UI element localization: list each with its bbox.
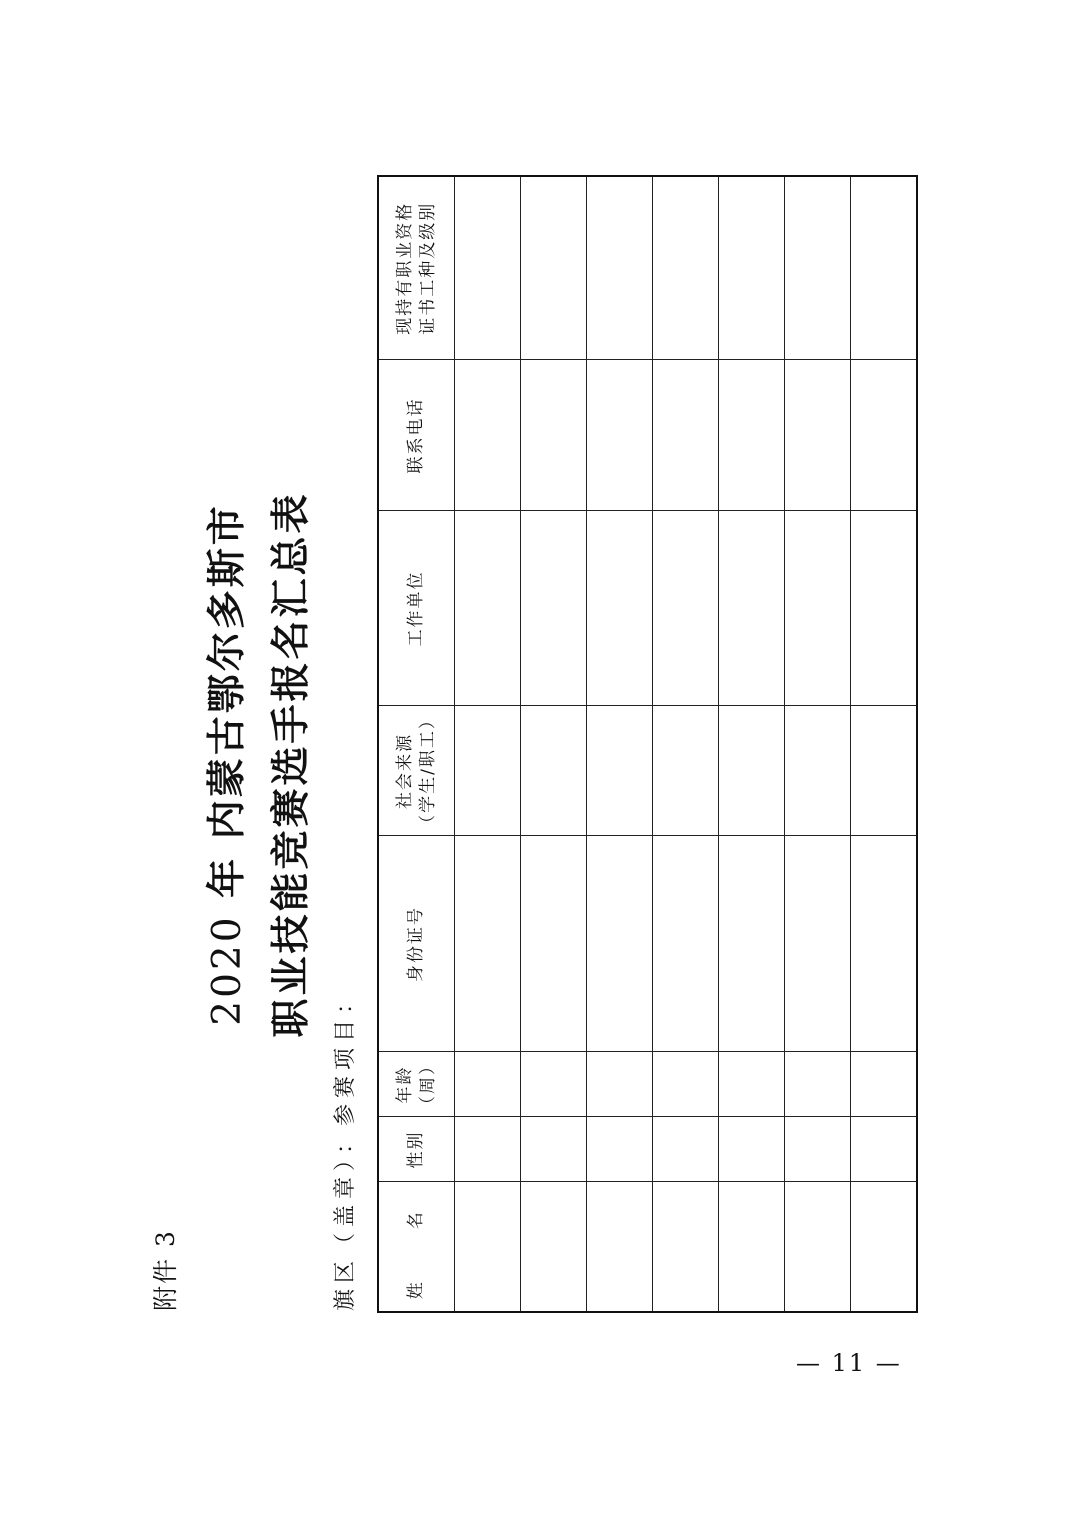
- table-row: [785, 176, 851, 1312]
- table-cell[interactable]: [851, 1182, 918, 1312]
- table-cell[interactable]: [653, 360, 719, 511]
- table-row: [521, 176, 587, 1312]
- table-cell[interactable]: [587, 360, 653, 511]
- header-phone: [378, 360, 455, 511]
- table-cell[interactable]: [719, 836, 785, 1052]
- table-cell[interactable]: [587, 1117, 653, 1182]
- table-cell[interactable]: [719, 176, 785, 360]
- table-row: [653, 176, 719, 1312]
- header-employer: [378, 511, 455, 706]
- table-cell[interactable]: [455, 176, 521, 360]
- table-cell[interactable]: [587, 1052, 653, 1117]
- table-cell[interactable]: [785, 176, 851, 360]
- attachment-label: 附件 3: [151, 1229, 180, 1311]
- title-line-1-text: 年 内蒙古鄂尔多斯市: [204, 503, 250, 915]
- table-cell[interactable]: [785, 360, 851, 511]
- table-cell[interactable]: [521, 836, 587, 1052]
- table-cell[interactable]: [455, 1052, 521, 1117]
- table-cell[interactable]: [455, 360, 521, 511]
- page-number: — 11 —: [796, 1349, 902, 1377]
- header-employer-text: 工作单位: [406, 570, 427, 647]
- header-social-source: [378, 706, 455, 836]
- table-cell[interactable]: [653, 1117, 719, 1182]
- table-cell[interactable]: [653, 511, 719, 706]
- header-id-text: 身份证号: [406, 906, 427, 982]
- table-cell[interactable]: [653, 1182, 719, 1312]
- table-cell[interactable]: [785, 706, 851, 836]
- table-cell[interactable]: [455, 1117, 521, 1182]
- table-row: [455, 176, 521, 1312]
- table-cell[interactable]: [653, 836, 719, 1052]
- table-cell[interactable]: [521, 1052, 587, 1117]
- table-cell[interactable]: [455, 1182, 521, 1312]
- header-phone-text: 联系电话: [406, 397, 427, 474]
- registration-table: [377, 175, 918, 1313]
- header-age: [378, 1052, 455, 1117]
- table-cell[interactable]: [719, 1117, 785, 1182]
- table-cell[interactable]: [653, 176, 719, 360]
- table-cell[interactable]: [521, 511, 587, 706]
- header-certificate: [378, 176, 455, 360]
- table-cell[interactable]: [455, 511, 521, 706]
- table-cell[interactable]: [851, 706, 918, 836]
- table-row: [587, 176, 653, 1312]
- header-name: [378, 1182, 455, 1312]
- table-cell[interactable]: [587, 1182, 653, 1312]
- table-cell[interactable]: [455, 706, 521, 836]
- table-cell[interactable]: [521, 176, 587, 360]
- table-cell[interactable]: [653, 706, 719, 836]
- header-source-text: 社会来源: [395, 733, 416, 809]
- table-cell[interactable]: [851, 1117, 918, 1182]
- header-age-sub: （周）: [417, 1056, 438, 1113]
- table-cell[interactable]: [521, 1117, 587, 1182]
- table-cell[interactable]: [785, 836, 851, 1052]
- table-cell[interactable]: [521, 1182, 587, 1312]
- table-cell[interactable]: [851, 511, 918, 706]
- table-cell[interactable]: [587, 706, 653, 836]
- header-gender-text: 性别: [406, 1130, 427, 1169]
- table-cell[interactable]: [719, 1052, 785, 1117]
- header-id-number: [378, 836, 455, 1052]
- region-label: 旗区（盖章）：参赛项目：: [333, 985, 358, 1311]
- table-cell[interactable]: [719, 511, 785, 706]
- table-cell[interactable]: [521, 706, 587, 836]
- table-cell[interactable]: [719, 360, 785, 511]
- title-line-2: 职业技能竞赛选手报名汇总表: [268, 491, 314, 1038]
- table-header-row: [378, 176, 455, 1312]
- table-cell[interactable]: [719, 706, 785, 836]
- table-cell[interactable]: [851, 1052, 918, 1117]
- header-name-text: 姓 名: [406, 1194, 427, 1300]
- table-cell[interactable]: [851, 836, 918, 1052]
- table-cell[interactable]: [653, 1052, 719, 1117]
- table-row: [851, 176, 918, 1312]
- title-year: 2020: [205, 914, 250, 1026]
- table-cell[interactable]: [587, 836, 653, 1052]
- header-cert-sub: 证书工种及级别: [417, 201, 438, 335]
- table-cell[interactable]: [785, 1052, 851, 1117]
- table-cell[interactable]: [785, 1117, 851, 1182]
- table-cell[interactable]: [521, 360, 587, 511]
- table-row: [719, 176, 785, 1312]
- table-cell[interactable]: [851, 360, 918, 511]
- table-cell[interactable]: [719, 1182, 785, 1312]
- header-gender: [378, 1117, 455, 1182]
- table-cell[interactable]: [851, 176, 918, 360]
- table-cell[interactable]: [785, 1182, 851, 1312]
- table-cell[interactable]: [587, 511, 653, 706]
- table-cell[interactable]: [785, 511, 851, 706]
- table-cell[interactable]: [455, 836, 521, 1052]
- header-cert-text: 现持有职业资格: [395, 201, 416, 335]
- title-line-1: [196, 0, 252, 1529]
- table-cell[interactable]: [587, 176, 653, 360]
- header-age-text: 年龄: [395, 1065, 416, 1104]
- header-source-sub: （学生/职工）: [417, 710, 438, 832]
